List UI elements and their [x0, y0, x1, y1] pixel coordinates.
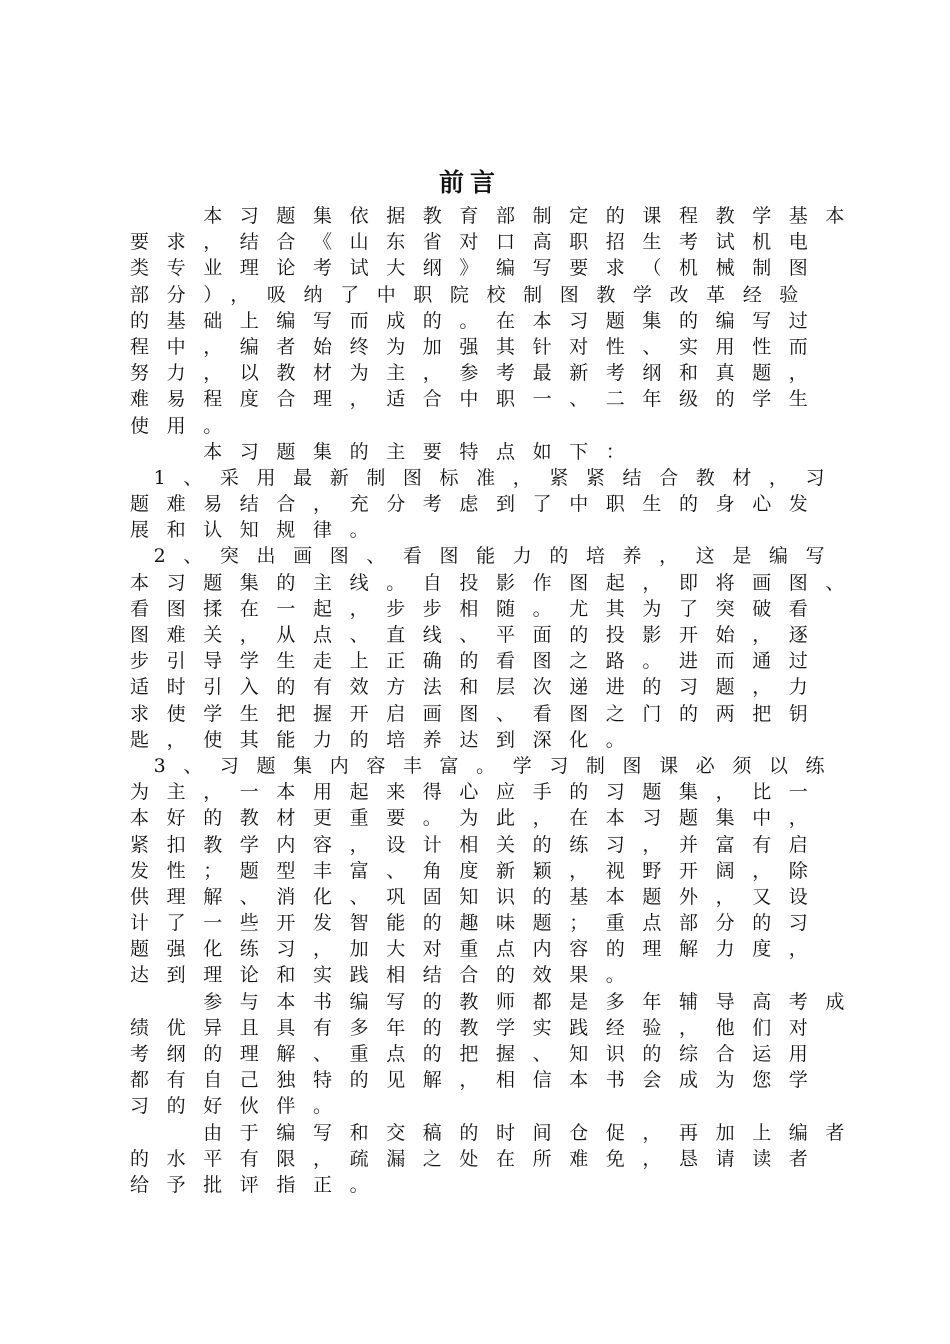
text-line: 3、习题集内容丰富。学习制图课必须以练: [130, 754, 843, 777]
text-line: 习的好伙伴。: [130, 1095, 350, 1118]
text-line: 部分），吸纳了中职院校制图教学改革经验: [130, 283, 816, 306]
text-line: 紧扣教学内容，设计相关的练习，并富有启: [130, 833, 826, 856]
text-line: 都有自己独特的见解，相信本书会成为您学: [130, 1069, 826, 1092]
text-line: 使用。: [130, 414, 240, 437]
text-line: 2、突出画图、看图能力的培养，这是编写: [130, 545, 843, 568]
text-line: 题难易结合，充分考虑到了中职生的身心发: [130, 493, 826, 516]
text-line: 发性；题型丰富、角度新颖，视野开阔，除: [130, 859, 826, 882]
text-line: 考纲的理解、重点的把握、知识的综合运用: [130, 1043, 826, 1065]
text-line: 努力，以教材为主，参考最新考纲和真题，: [130, 362, 826, 385]
text-line: 本习题集的主要特点如下：: [130, 440, 643, 463]
text-line: 展和认知规律。: [130, 519, 387, 542]
text-line: 绩优异且具有多年的教学实践经验，他们对: [130, 1016, 826, 1039]
text-line: 给予批评指正。: [130, 1173, 387, 1196]
text-line: 适时引入的有效方法和层次递进的习题，力: [130, 676, 826, 699]
text-line: 步引导学生走上正确的看图之路。进而通过: [130, 650, 826, 673]
text-line: 达到理论和实践相结合的效果。: [130, 964, 643, 987]
text-line: 供理解、消化、巩固知识的基本题外，又设: [130, 885, 826, 908]
text-line: 程中，编者始终为加强其针对性、实用性而: [130, 335, 826, 358]
text-line: 计了一些开发智能的趣味题；重点部分的习: [130, 912, 826, 935]
text-line: 求使学生把握开启画图、看图之门的两把钥: [130, 702, 826, 725]
text-line: 匙，使其能力的培养达到深化。: [130, 728, 643, 751]
text-line: 类专业理论考试大纲》编写要求（机械制图: [130, 257, 826, 280]
text-line: 难易程度合理，适合中职一、二年级的学生: [130, 388, 826, 411]
text-line: 的水平有限，疏漏之处在所难免，恳请读者: [130, 1147, 826, 1170]
preface-body: [130, 203, 862, 1198]
text-line: 图难关，从点、直线、平面的投影开始，逐: [130, 624, 826, 646]
text-line: 要求，结合《山东省对口高职招生考试机电: [130, 231, 826, 254]
text-line: 本习题集的主线。自投影作图起，即将画图、: [130, 571, 863, 594]
page-title: 前言: [438, 168, 501, 197]
text-line: 本好的教材更重要。为此，在本习题集中，: [130, 807, 826, 830]
text-line: 的基础上编写而成的。在本习题集的编写过: [130, 309, 826, 332]
text-line: 参与本书编写的教师都是多年辅导高考成: [130, 990, 863, 1013]
text-line: 1、采用最新制图标准，紧紧结合教材，习: [130, 466, 843, 489]
text-line: 本习题集依据教育部制定的课程教学基本: [130, 205, 863, 227]
text-line: 由于编写和交稿的时间仓促，再加上编者: [130, 1121, 863, 1144]
text-line: 看图揉在一起，步步相随。尤其为了突破看: [130, 597, 826, 620]
text-line: 为主，一本用起来得心应手的习题集，比一: [130, 781, 826, 804]
text-line: 题强化练习，加大对重点内容的理解力度，: [130, 938, 826, 961]
